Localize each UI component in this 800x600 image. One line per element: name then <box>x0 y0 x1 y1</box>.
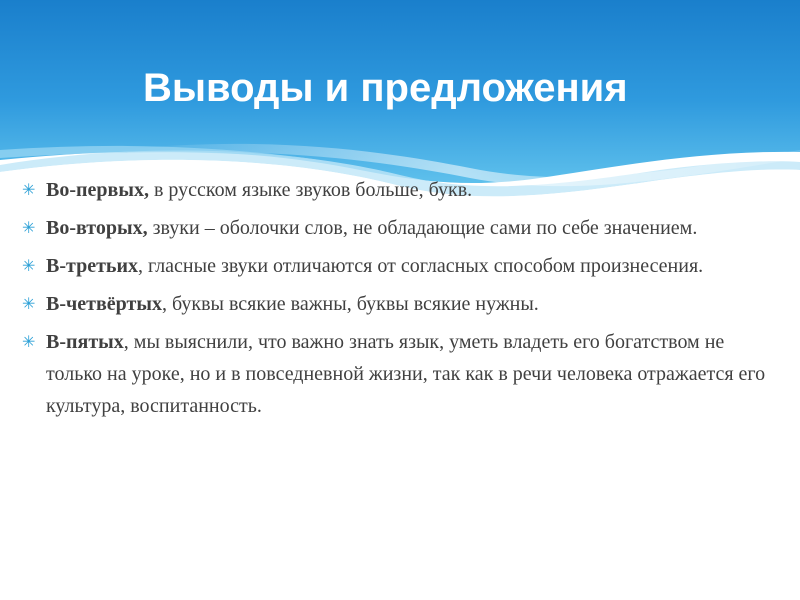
list-item <box>20 250 780 282</box>
asterisk-icon: ✳ <box>22 332 36 351</box>
item-lead: В-пятых <box>46 331 124 353</box>
item-text: , гласные звуки отличаются от согласных способом произнесения. <box>138 255 704 277</box>
asterisk-icon: ✳ <box>22 294 36 313</box>
item-text: , буквы всякие важны, буквы всякие нужны. <box>161 293 539 315</box>
item-lead: В-третьих <box>46 255 138 277</box>
item-lead: В-четвёртых <box>46 293 162 315</box>
list-item <box>20 174 780 206</box>
item-text: звуки – оболочки слов, не обладающие сами по себе значением. <box>147 217 698 239</box>
asterisk-icon: ✳ <box>22 256 36 275</box>
list-item <box>20 212 780 244</box>
list-item <box>20 326 780 422</box>
asterisk-icon: ✳ <box>22 180 36 199</box>
item-text: в русском языке звуков больше, букв. <box>148 179 473 201</box>
item-lead: Во-вторых, <box>46 217 148 239</box>
list-item <box>20 288 780 320</box>
item-text: , мы выяснили, что важно знать язык, уметь владеть его богатством не только на уроке, но и в повседневной жизни, так как в речи человека отражается его культура, воспитанность. <box>46 331 766 417</box>
item-lead: Во-первых, <box>46 179 149 201</box>
asterisk-icon: ✳ <box>22 218 36 237</box>
conclusions-list <box>20 174 780 428</box>
slide-title: Выводы и предложения <box>143 66 628 110</box>
